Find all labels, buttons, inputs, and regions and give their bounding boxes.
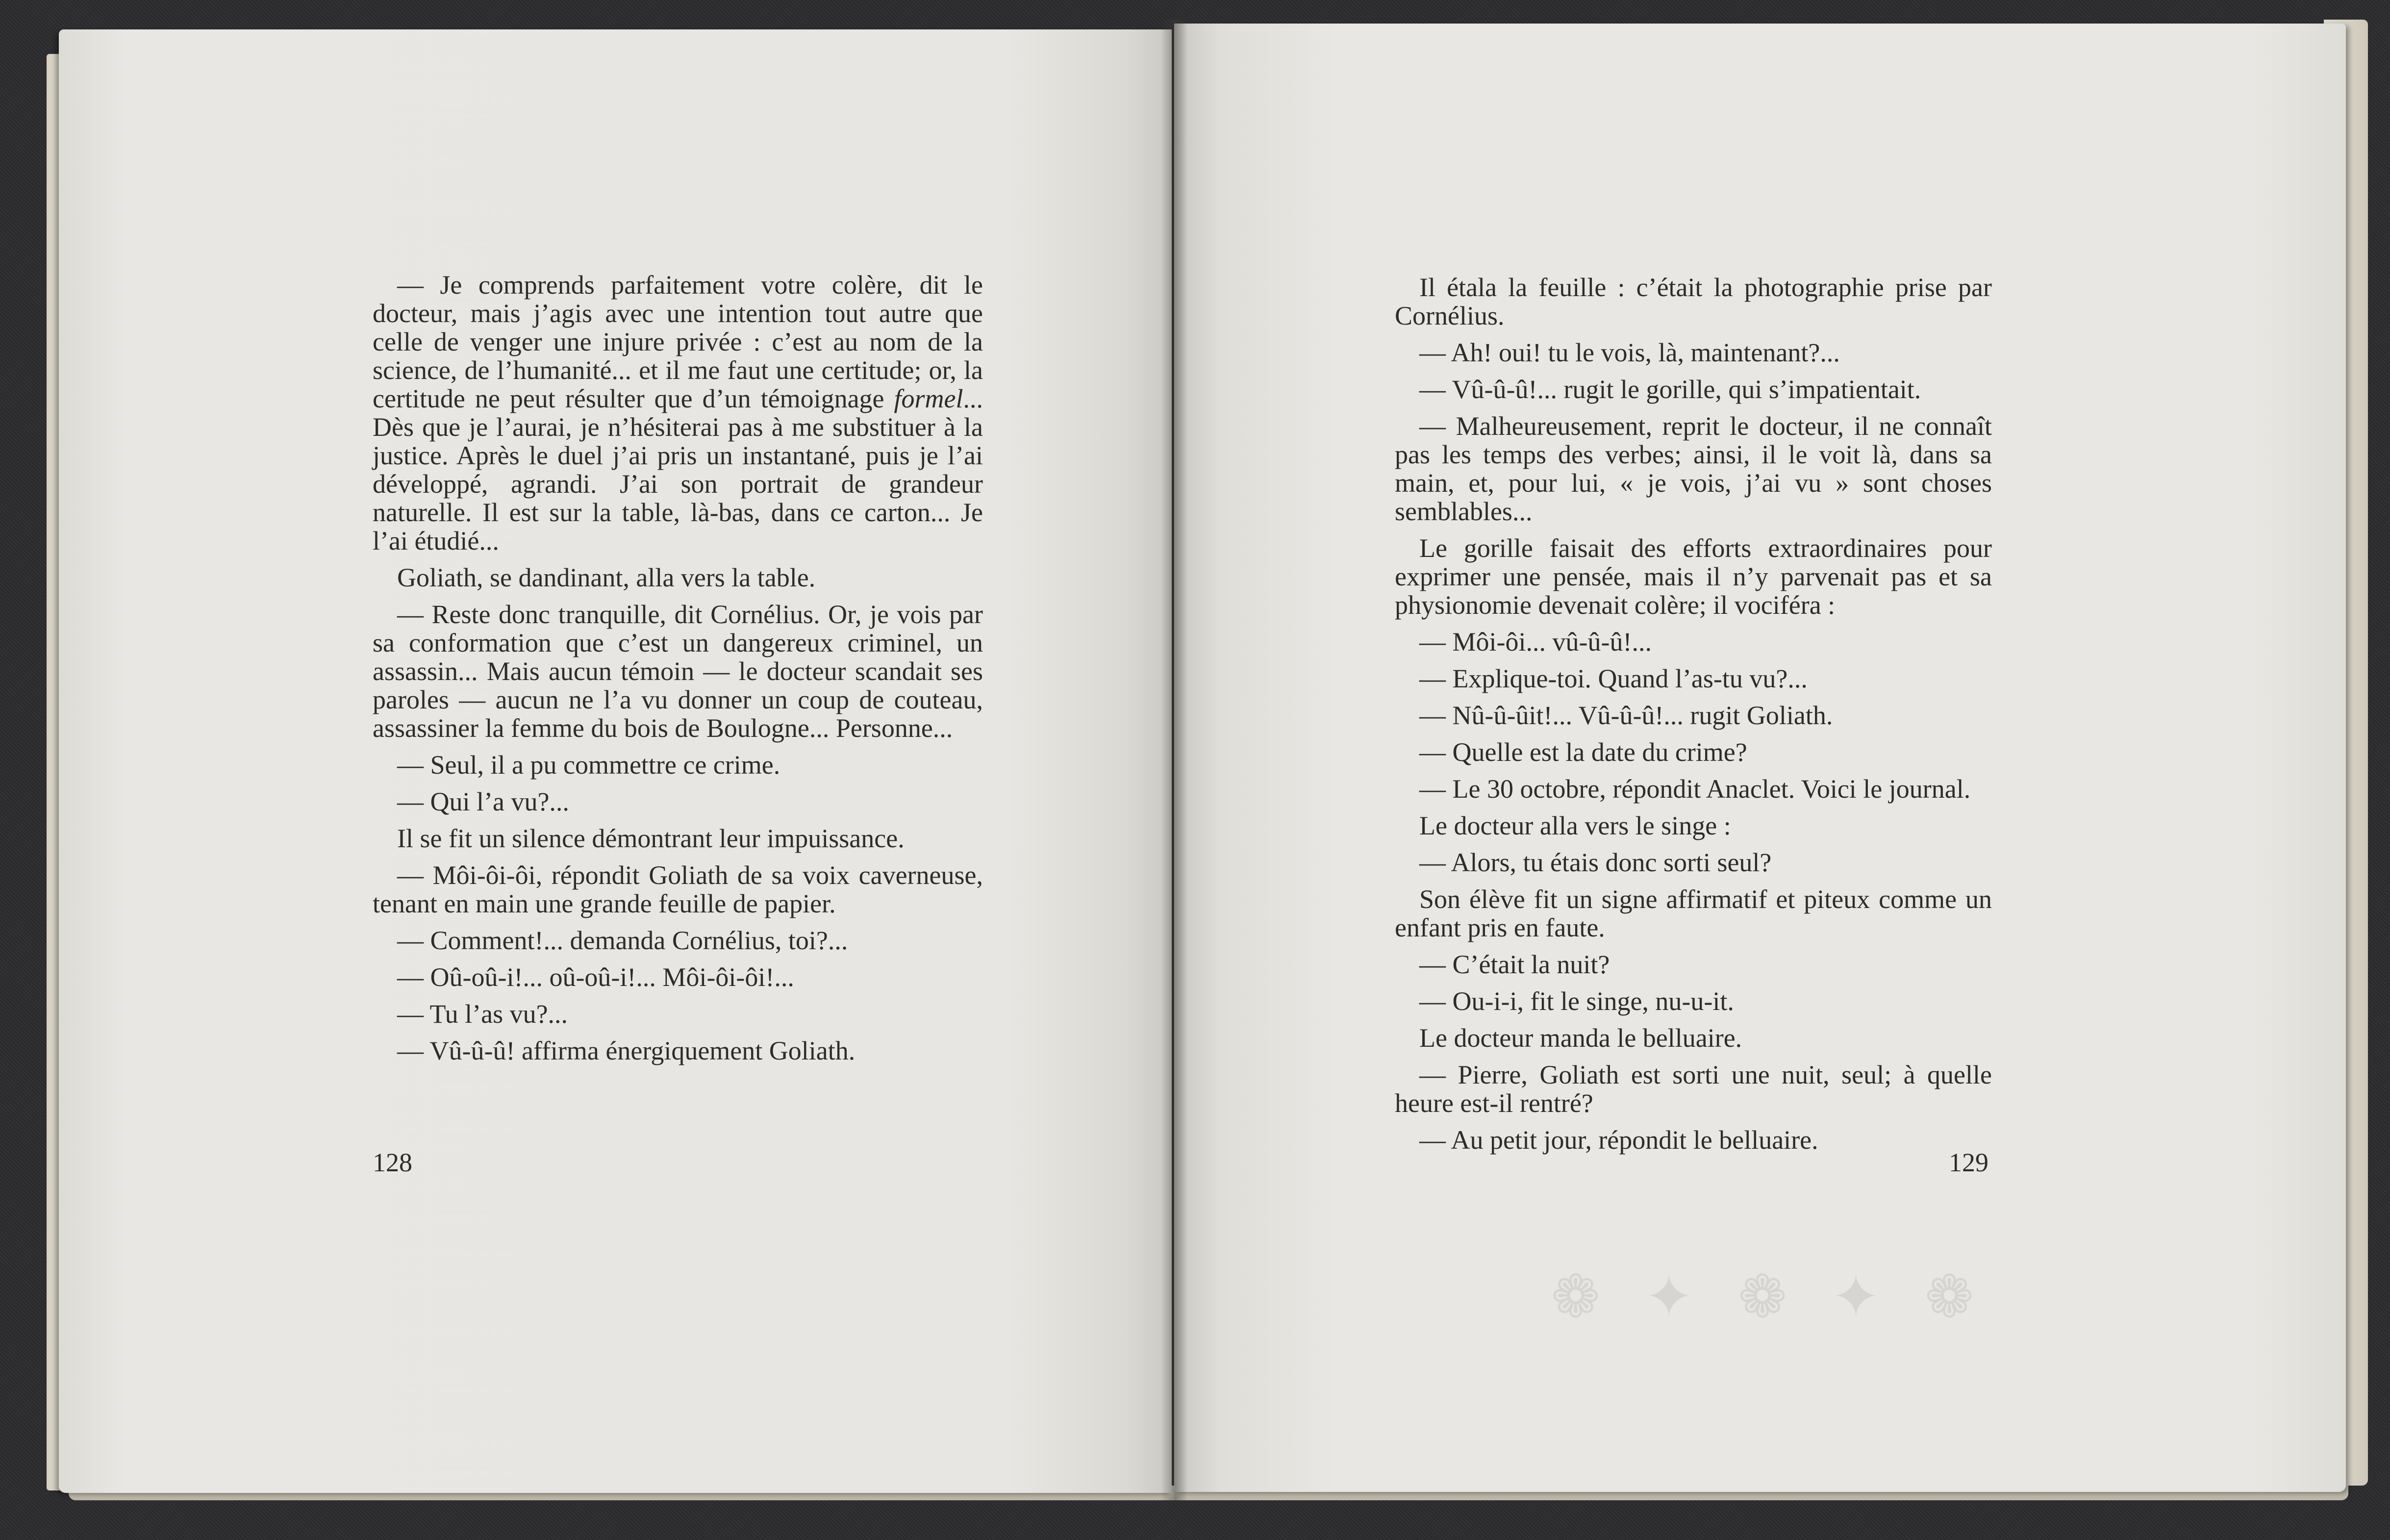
paragraph: — Au petit jour, répondit le belluaire. (1419, 1125, 1818, 1155)
paragraph: — Seul, il a pu commettre ce crime. (397, 750, 780, 780)
left-page-text (373, 271, 983, 1073)
embossed-watermark: ❁ ✦ ❁ ✦ ❁ (1551, 1264, 1989, 1330)
paragraph: — Le 30 octobre, répondit Anaclet. Voici le journal. (1419, 774, 1971, 804)
paragraph: — Pierre, Goliath est sorti une nuit, seul; à quelle heure est-il rentré? (1395, 1060, 1992, 1118)
paragraph: Le docteur alla vers le singe : (1419, 811, 1731, 840)
paragraph: — Ou-i-i, fit le singe, nu-u-it. (1419, 986, 1734, 1016)
paragraph: — Reste donc tranquille, dit Cornélius. Or, je vois par sa conformation que c’est un dangereux criminel, un assassin... Mais aucun témoin — le docteur scandait ses paroles — aucun ne l’a vu donner un coup de couteau, assassiner la femme du bois de Boulogne... Personne... (373, 600, 983, 743)
paragraph: — Comment!... demanda Cornélius, toi?... (397, 926, 848, 955)
paragraph: Le docteur manda le belluaire. (1419, 1023, 1742, 1053)
paragraph: — Je comprends parfaitement votre colère, dit le docteur, mais j’agis avec une intention tout autre que celle de venger une injure privée : c’est au nom de la science, de l’humanité... et il me faut une certitude; or, la certitude ne peut résulter que d’un témoignage formel... Dès que je l’aurai, je n’hésiterai pas à me substituer à la justice. Après le duel j’ai pris un instantané, puis je l’ai développé, agrandi. J’ai son portrait de grandeur naturelle. Il est sur la table, là-bas, dans ce carton... Je l’ai étudié... (373, 270, 983, 555)
paragraph: — Qui l’a vu?... (397, 787, 569, 816)
paragraph: — Môi-ôi-ôi, répondit Goliath de sa voix caverneuse, tenant en main une grande feuille de papier. (373, 860, 983, 918)
italic-word: formel (894, 384, 963, 413)
paragraph: Il étala la feuille : c’était la photographie prise par Cornélius. (1395, 273, 1992, 330)
paragraph: — Vû-û-û!... rugit le gorille, qui s’impatientait. (1419, 375, 1921, 404)
paragraph: — Explique-toi. Quand l’as-tu vu?... (1419, 664, 1808, 693)
paragraph: — Vû-û-û! affirma énergiquement Goliath. (397, 1036, 855, 1065)
right-page-text (1395, 273, 1992, 1162)
paragraph: — Môi-ôi... vû-û-û!... (1419, 627, 1652, 656)
book-gutter (1161, 20, 1187, 1500)
page-number-left: 128 (373, 1148, 412, 1177)
paragraph: — Alors, tu étais donc sorti seul? (1419, 848, 1772, 877)
paragraph: — Quelle est la date du crime? (1419, 737, 1747, 767)
paragraph: Son élève fit un signe affirmatif et piteux comme un enfant pris en faute. (1395, 884, 1992, 942)
paragraph: — Tu l’as vu?... (397, 999, 568, 1029)
paragraph: Goliath, se dandinant, alla vers la table. (397, 563, 816, 592)
paragraph: — Oû-oû-i!... oû-oû-i!... Môi-ôi-ôi!... (397, 962, 794, 992)
paragraph: — Nû-û-ûit!... Vû-û-û!... rugit Goliath. (1419, 701, 1833, 730)
paragraph: — C’était la nuit? (1419, 950, 1610, 979)
paragraph: — Malheureusement, reprit le docteur, il ne connaît pas les temps des verbes; ainsi, il le voit là, dans sa main, et, pour lui, « je vois, j’ai vu » sont choses semblables... (1395, 411, 1992, 526)
paragraph: Le gorille faisait des efforts extraordinaires pour exprimer une pensée, mais il n’y parvenait pas et sa physionomie devenait colère; il vociféra : (1395, 533, 1992, 620)
page-number-right: 129 (1949, 1148, 1988, 1177)
paragraph: — Ah! oui! tu le vois, là, maintenant?... (1419, 338, 1840, 367)
paragraph: Il se fit un silence démontrant leur impuissance. (397, 824, 905, 853)
